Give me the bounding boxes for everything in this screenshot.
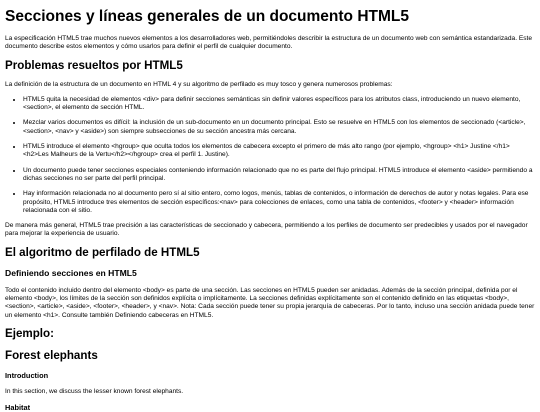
introduction-paragraph: In this section, we discuss the lesser known forest elephants. (5, 387, 184, 395)
list-item: • HTML5 introduce el elemento <hgroup> que oculta todos los elementos de cabecera excepto el primero de más alto rango (por ejemplo, <hgroup> <h1> Justine </h1> <h2>Les Malheurs de la Vertu</h2></hgroup> crea el perfil 1. Justine). (23, 143, 535, 160)
page-title: Secciones y líneas generales de un documento HTML5 (5, 8, 409, 25)
algorithm-paragraph: Todo el contenido incluido dentro del elemento <body> es parte de una sección. Las secciones en HTML5 pueden ser anidadas. Además de la sección principal, definida por el elemento <body>, los límites de la sección son definidos explícita o implícitamente. La secciones definidas explícitamente son el contenido definido en las etiquetas <body>, <section>, <article>, <aside>, <footer>, <header>, y <nav>. Nota: Cada sección puede tener su propia jerarquía de cabeceras. Por lo tanto, incluso una sección anidada puede tener un elemento <h1>. Consulte también Definiendo cabeceras en HTML5. (5, 286, 535, 319)
list-item: • HTML5 quita la necesidad de elementos <div> para definir secciones semánticas sin definir valores específicos para los atributos class, introduciendo un nuevo elemento, <section>, el elemento de sección HTML. (23, 96, 535, 113)
list-item: • Hay información relacionada no al documento pero sí al sitio entero, como logos, menús, tablas de contenidos, o información de derechos de autor y notas legales. Para ese propósito, HTML5 introduce tres elementos de sección específicos:<nav> para colecciones de enlaces, como una tabla de contenidos, <footer> y <header> información relacionada con el sitio. (23, 190, 535, 215)
example-heading: Ejemplo: (5, 326, 54, 340)
problems-list (5, 96, 535, 215)
list-item: • Mezclar varios documentos es difícil: la inclusión de un sub-documento en un documento principal. Esto se resuelve en HTML5 con los elementos de seccionado (<article>, <section>, <nav> y <aside>) son siempre subsecciones de su sección ancestra más cercana. (23, 119, 535, 136)
intro-paragraph: La especificación HTML5 trae muchos nuevos elementos a los desarrolladores web, permitiéndoles describir la estructura de un documento web con semántica estandarizada. Este documento describe estos elementos y cómo usarlos para definir el perfil de cualquier documento. (5, 35, 533, 51)
habitat-heading: Habitat (5, 403, 31, 412)
example-subheading: Forest elephants (5, 348, 98, 362)
list-item: • Un documento puede tener secciones especiales conteniendo información relacionado que no es parte del flujo principal. HTML5 introduce el elemento <aside> permitiendo a dichas secciones no ser parte del perfil principal. (23, 167, 535, 184)
algorithm-heading: El algoritmo de perfilado de HTML5 (5, 245, 200, 259)
algorithm-subheading: Definiendo secciones en HTML5 (5, 267, 137, 278)
problems-heading: Problemas resueltos por HTML5 (5, 58, 183, 72)
introduction-heading: Introduction (5, 370, 49, 380)
problems-summary: De manera más general, HTML5 trae precisión a las características de seccionado y cabecera, permitiendo a los perfiles de documento ser predecibles y usados por el navegador para mejorar la experiencia de usuario. (5, 222, 528, 238)
problems-lead: La definición de la estructura de un documento en HTML 4 y su algoritmo de perfilado es muy tosco y genera numerosos problemas: (5, 80, 393, 88)
